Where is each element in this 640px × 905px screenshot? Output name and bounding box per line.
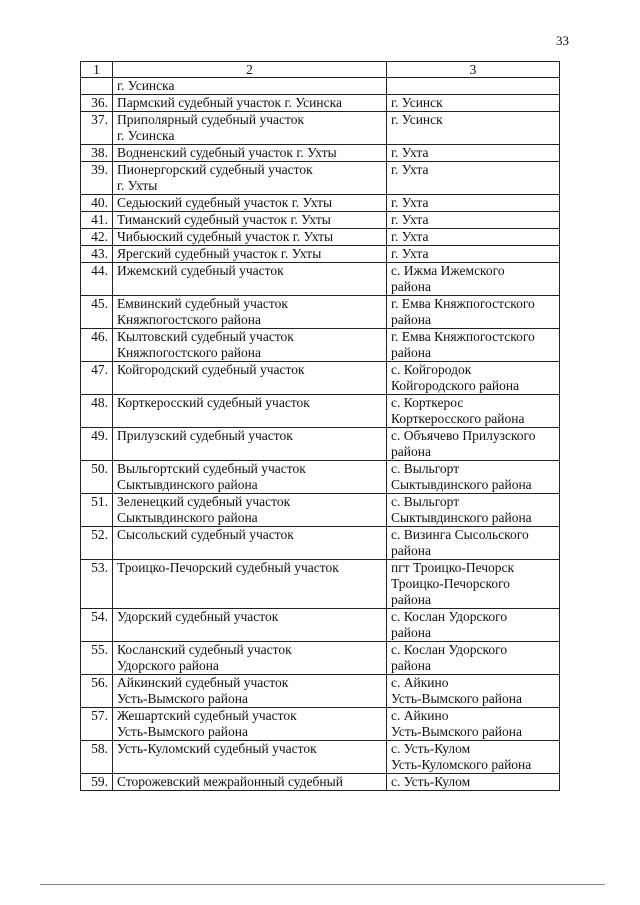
district-name: Приполярный судебный участок г. Усинска xyxy=(113,112,387,145)
row-number: 43. xyxy=(81,246,113,263)
district-seat xyxy=(387,78,560,95)
court-districts-table xyxy=(80,61,560,791)
table-row xyxy=(81,78,560,95)
district-name: Усть-Куломский судебный участок xyxy=(113,741,387,774)
table-row xyxy=(81,263,560,296)
district-seat: с. Корткерос Корткеросского района xyxy=(387,395,560,428)
table-row xyxy=(81,609,560,642)
district-name: Троицко-Печорский судебный участок xyxy=(113,560,387,609)
row-number: 41. xyxy=(81,212,113,229)
district-seat: г. Емва Княжпогостского района xyxy=(387,296,560,329)
row-number: 48. xyxy=(81,395,113,428)
district-seat: с. Визинга Сысольского района xyxy=(387,527,560,560)
district-seat: с. Выльгорт Сыктывдинского района xyxy=(387,461,560,494)
page-bottom-rule xyxy=(40,884,605,885)
row-number: 49. xyxy=(81,428,113,461)
table-row xyxy=(81,95,560,112)
district-seat: с. Айкино Усть-Вымского района xyxy=(387,675,560,708)
table-row xyxy=(81,642,560,675)
district-name: Айкинский судебный участок Усть-Вымского района xyxy=(113,675,387,708)
district-seat: г. Ухта xyxy=(387,145,560,162)
district-seat: г. Емва Княжпогостского района xyxy=(387,329,560,362)
table-row xyxy=(81,329,560,362)
row-number: 36. xyxy=(81,95,113,112)
row-number: 55. xyxy=(81,642,113,675)
district-seat: с. Койгородок Койгородского района xyxy=(387,362,560,395)
district-seat: с. Ижма Ижемского района xyxy=(387,263,560,296)
district-seat: с. Кослан Удорского района xyxy=(387,642,560,675)
row-number: 51. xyxy=(81,494,113,527)
table-row xyxy=(81,145,560,162)
table-row xyxy=(81,774,560,791)
table-row xyxy=(81,212,560,229)
district-name: Удорский судебный участок xyxy=(113,609,387,642)
table-row xyxy=(81,246,560,263)
row-number: 44. xyxy=(81,263,113,296)
table-row xyxy=(81,296,560,329)
district-name: Пармский судебный участок г. Усинска xyxy=(113,95,387,112)
district-name: Седьюский судебный участок г. Ухты xyxy=(113,195,387,212)
district-name: Прилузский судебный участок xyxy=(113,428,387,461)
district-seat: г. Ухта xyxy=(387,229,560,246)
header-row xyxy=(81,62,560,78)
row-number: 46. xyxy=(81,329,113,362)
table-row xyxy=(81,395,560,428)
district-name: Жешартский судебный участок Усть-Вымского района xyxy=(113,708,387,741)
row-number: 37. xyxy=(81,112,113,145)
table-row xyxy=(81,112,560,145)
district-name: Койгородский судебный участок xyxy=(113,362,387,395)
table-row xyxy=(81,428,560,461)
table-row xyxy=(81,527,560,560)
district-seat: с. Айкино Усть-Вымского района xyxy=(387,708,560,741)
row-number: 52. xyxy=(81,527,113,560)
row-number: 47. xyxy=(81,362,113,395)
district-seat: с. Усть-Кулом Усть-Куломского района xyxy=(387,741,560,774)
row-number: 56. xyxy=(81,675,113,708)
district-name: Зеленецкий судебный участок Сыктывдинского района xyxy=(113,494,387,527)
district-name: Косланский судебный участок Удорского района xyxy=(113,642,387,675)
district-seat: с. Кослан Удорского района xyxy=(387,609,560,642)
table-row xyxy=(81,461,560,494)
header-col-1: 1 xyxy=(81,62,113,78)
table-row xyxy=(81,162,560,195)
district-name: Емвинский судебный участок Княжпогостского района xyxy=(113,296,387,329)
row-number: 42. xyxy=(81,229,113,246)
header-col-3: 3 xyxy=(387,62,560,78)
district-name: Сторожевский межрайонный судебный xyxy=(113,774,387,791)
district-name: Кылтовский судебный участок Княжпогостского района xyxy=(113,329,387,362)
district-seat: г. Ухта xyxy=(387,212,560,229)
header-col-2: 2 xyxy=(113,62,387,78)
district-name: Водненский судебный участок г. Ухты xyxy=(113,145,387,162)
district-name: Пионергорский судебный участок г. Ухты xyxy=(113,162,387,195)
table-row xyxy=(81,708,560,741)
district-name: Ярегский судебный участок г. Ухты xyxy=(113,246,387,263)
table-row xyxy=(81,195,560,212)
district-seat: г. Ухта xyxy=(387,195,560,212)
district-name: Выльгортский судебный участок Сыктывдинского района xyxy=(113,461,387,494)
district-seat: с. Выльгорт Сыктывдинского района xyxy=(387,494,560,527)
row-number: 59. xyxy=(81,774,113,791)
district-seat: г. Усинск xyxy=(387,95,560,112)
table-row xyxy=(81,560,560,609)
district-seat: с. Усть-Кулом xyxy=(387,774,560,791)
row-number: 39. xyxy=(81,162,113,195)
district-seat: пгт Троицко-Печорск Троицко-Печорского района xyxy=(387,560,560,609)
row-number: 54. xyxy=(81,609,113,642)
row-number xyxy=(81,78,113,95)
table-row xyxy=(81,741,560,774)
table-row xyxy=(81,229,560,246)
page-number: 33 xyxy=(556,33,569,48)
district-seat: с. Объячево Прилузского района xyxy=(387,428,560,461)
district-seat: г. Усинск xyxy=(387,112,560,145)
table-row xyxy=(81,362,560,395)
district-name: Ижемский судебный участок xyxy=(113,263,387,296)
table-row xyxy=(81,675,560,708)
district-name: г. Усинска xyxy=(113,78,387,95)
row-number: 58. xyxy=(81,741,113,774)
row-number: 57. xyxy=(81,708,113,741)
district-name: Сысольский судебный участок xyxy=(113,527,387,560)
row-number: 38. xyxy=(81,145,113,162)
district-name: Корткеросский судебный участок xyxy=(113,395,387,428)
row-number: 50. xyxy=(81,461,113,494)
district-name: Тиманский судебный участок г. Ухты xyxy=(113,212,387,229)
table-row xyxy=(81,494,560,527)
district-seat: г. Ухта xyxy=(387,246,560,263)
district-name: Чибьюский судебный участок г. Ухты xyxy=(113,229,387,246)
row-number: 53. xyxy=(81,560,113,609)
district-seat: г. Ухта xyxy=(387,162,560,195)
row-number: 45. xyxy=(81,296,113,329)
row-number: 40. xyxy=(81,195,113,212)
